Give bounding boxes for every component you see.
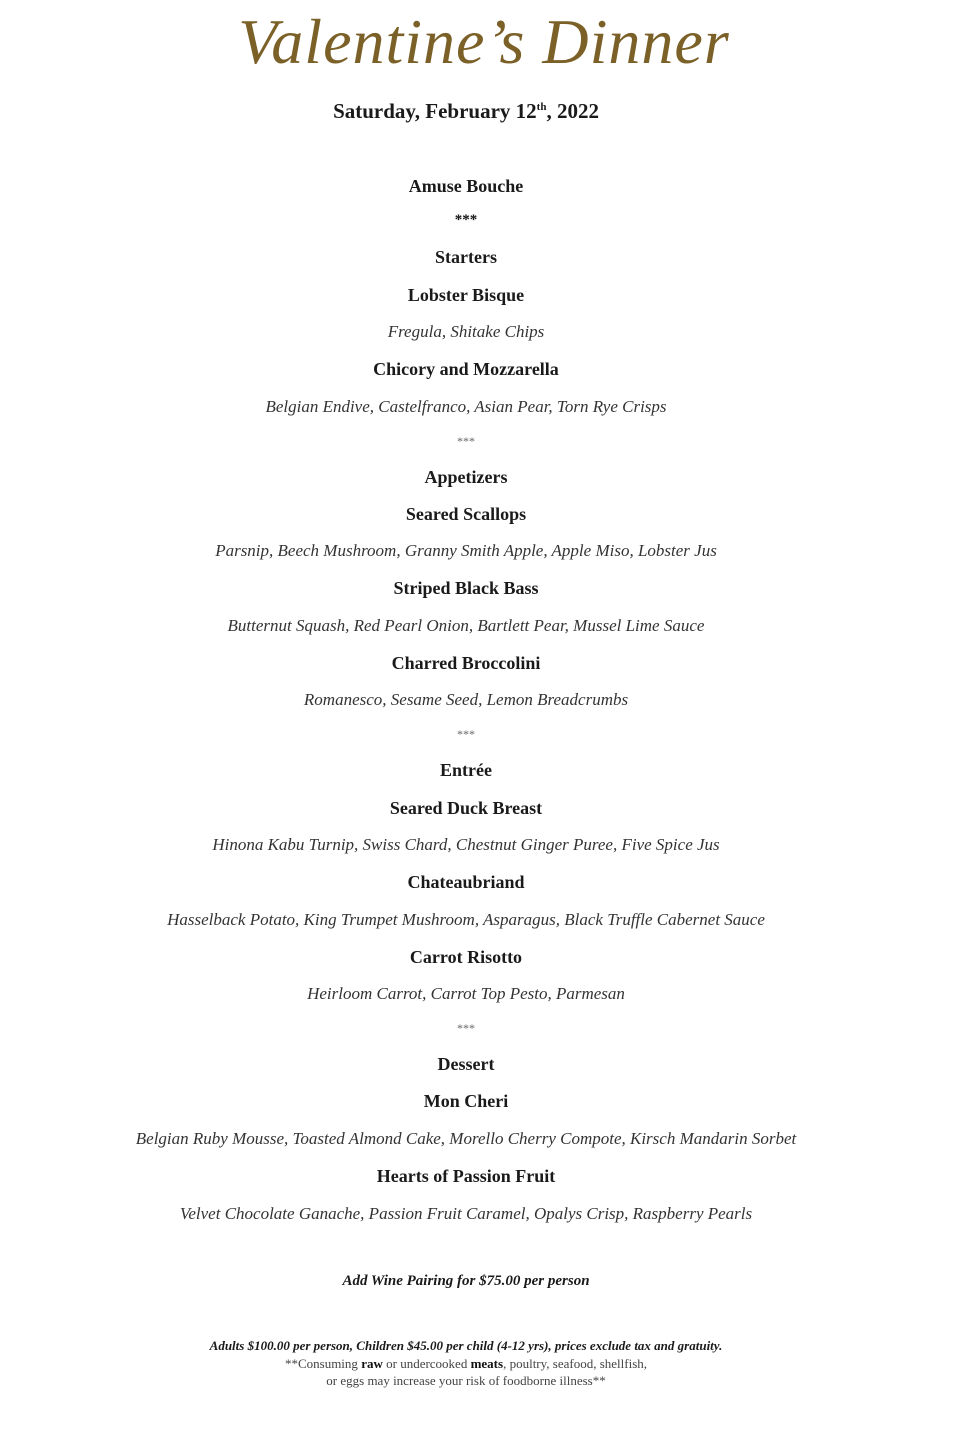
- dish-name: Striped Black Bass: [393, 578, 539, 598]
- dish-name: Charred Broccolini: [391, 653, 541, 673]
- wine-pairing-note: Add Wine Pairing for $75.00 per person: [342, 1273, 590, 1289]
- dish-description: Hasselback Potato, King Trumpet Mushroom, Asparagus, Black Truffle Cabernet Sauce: [167, 910, 765, 929]
- dessert-heading: Dessert: [437, 1054, 495, 1074]
- dish-name: Chicory and Mozzarella: [373, 359, 559, 379]
- dish-description: Parsnip, Beech Mushroom, Granny Smith Apple, Apple Miso, Lobster Jus: [215, 541, 717, 560]
- dish-name: Mon Cheri: [423, 1091, 509, 1111]
- dish-description: Butternut Squash, Red Pearl Onion, Bartlett Pear, Mussel Lime Sauce: [227, 616, 705, 635]
- food-safety-note: **Consuming raw or undercooked meats, poultry, seafood, shellfish,: [284, 1356, 648, 1371]
- dish-name: Seared Duck Breast: [389, 798, 543, 818]
- separator: ***: [457, 1021, 475, 1035]
- food-safety-note: or eggs may increase your risk of foodborne illness**: [326, 1373, 606, 1388]
- amuse-bouche-heading: Amuse Bouche: [408, 176, 524, 196]
- entree-heading: Entrée: [440, 760, 492, 780]
- separator: ***: [457, 434, 475, 448]
- pricing-note: Adults $100.00 per person, Children $45.00 per child (4-12 yrs), prices exclude tax and gratuity.: [209, 1338, 723, 1353]
- menu-title: Valentine’s Dinner: [238, 6, 730, 77]
- event-date: Saturday, February 12th, 2022: [333, 99, 599, 123]
- separator: ***: [454, 212, 478, 228]
- dish-name: Seared Scallops: [405, 504, 527, 524]
- dish-description: Fregula, Shitake Chips: [387, 322, 545, 341]
- starters-heading: Starters: [435, 247, 497, 267]
- dish-description: Belgian Endive, Castelfranco, Asian Pear, Torn Rye Crisps: [265, 397, 667, 416]
- dish-description: Heirloom Carrot, Carrot Top Pesto, Parmesan: [307, 984, 625, 1003]
- dish-name: Lobster Bisque: [407, 285, 525, 305]
- dish-name: Chateaubriand: [407, 872, 525, 892]
- appetizers-heading: Appetizers: [424, 467, 508, 487]
- dish-description: Hinona Kabu Turnip, Swiss Chard, Chestnut Ginger Puree, Five Spice Jus: [212, 835, 720, 854]
- separator: ***: [457, 727, 475, 741]
- dish-name: Hearts of Passion Fruit: [376, 1166, 556, 1186]
- dish-description: Velvet Chocolate Ganache, Passion Fruit Caramel, Opalys Crisp, Raspberry Pearls: [179, 1204, 753, 1223]
- dish-name: Carrot Risotto: [409, 947, 523, 967]
- dish-description: Romanesco, Sesame Seed, Lemon Breadcrumbs: [303, 690, 629, 709]
- dish-description: Belgian Ruby Mousse, Toasted Almond Cake, Morello Cherry Compote, Kirsch Mandarin Sorbet: [135, 1129, 797, 1148]
